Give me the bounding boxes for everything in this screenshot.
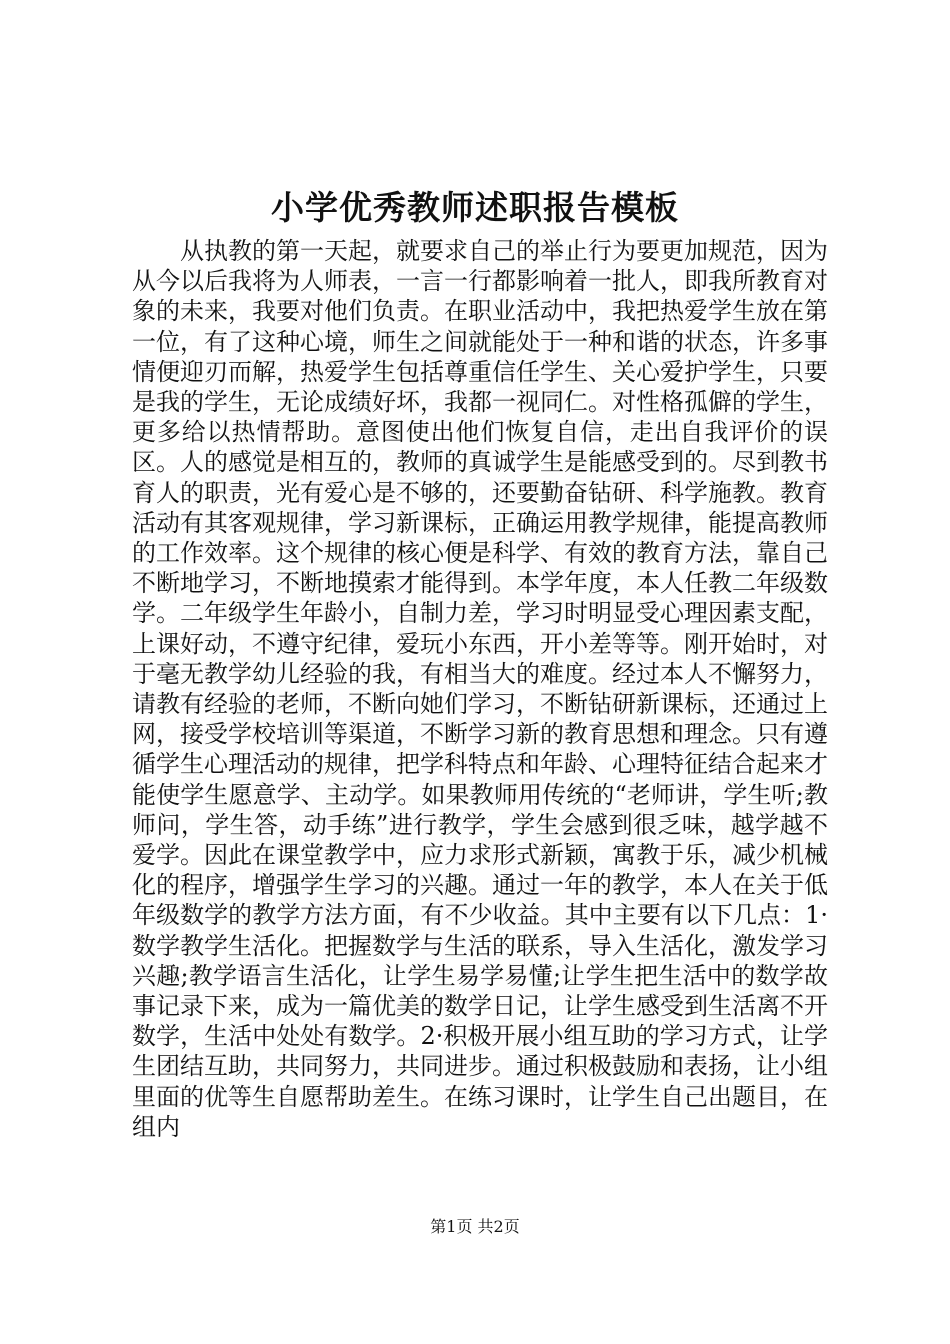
page-number-footer: 第1页 共2页: [430, 1217, 520, 1236]
document-title: 小学优秀教师述职报告模板: [271, 188, 679, 227]
document-body-paragraph: 从执教的第一天起，就要求自己的举止行为要更加规范，因为从今以后我将为人师表，一言一行都影响着一批人，即我所教育对象的未来，我要对他们负责。在职业活动中，我把热爱学生放在第一位，有了这种心境，师生之间就能处于一种和谐的状态，许多事情便迎刃而解，热爱学生包括尊重信任学生、关心爱护学生，只要是我的学生，无论成绩好坏，我都一视同仁。对性格孤僻的学生，更多给以热情帮助。意图使出他们恢复自信，走出自我评价的误区。人的感觉是相互的，教师的真诚学生是能感受到的。尽到教书育人的职责，光有爱心是不够的，还要勤奋钻研、科学施教。教育活动有其客观规律，学习新课标，正确运用教学规律，能提高教师的工作效率。这个规律的核心便是科学、有效的教育方法，靠自己不断地学习，不断地摸索才能得到。本学年度，本人任教二年级数学。二年级学生年龄小，自制力差，学习时明显受心理因素支配，上课好动，不遵守纪律，爱玩小东西，开小差等等。刚开始时，对于毫无教学幼儿经验的我，有相当大的难度。经过本人不懈努力，请教有经验的老师，不断向她们学习，不断钻研新课标，还通过上网，接受学校培训等渠道，不断学习新的教育思想和理念。只有遵循学生心理活动的规律，把学科特点和年龄、心理特征结合起来才能使学生愿意学、主动学。如果教师用传统的“老师讲，学生听;教师问，学生答，动手练”进行教学，学生会感到很乏味，越学越不爱学。因此在课堂教学中，应力求形式新颖，寓教于乐，减少机械化的程序，增强学生学习的兴趣。通过一年的教学，本人在关于低年级数学的教学方法方面，有不少收益。其中主要有以下几点：1·数学教学生活化。把握数学与生活的联系，导入生活化，激发学习兴趣;教学语言生活化，让学生易学易懂;让学生把生活中的数学故事记录下来，成为一篇优美的数学日记，让学生感受到生活离不开数学，生活中处处有数学。2·积极开展小组互助的学习方式，让学生团结互助，共同努力，共同进步。通过积极鼓励和表扬，让小组里面的优等生自愿帮助差生。在练习课时，让学生自己出题目，在组内: [132, 237, 828, 1141]
